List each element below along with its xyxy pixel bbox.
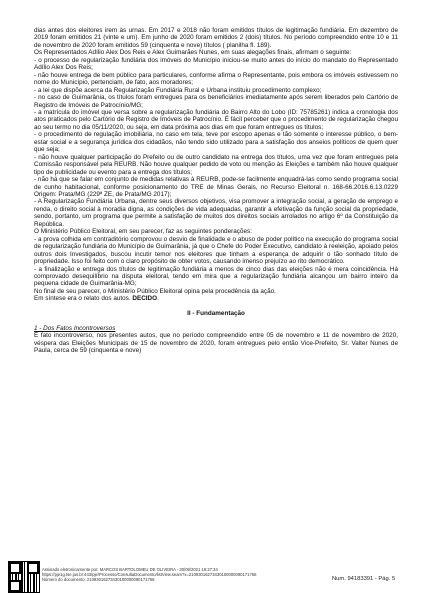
paragraph-7: - a matrícula do imóvel que versa sobre a regularização fundiária do Bairro Alto do Lobo (ID: 75785261) indica a cronologia dos atos praticados pelo Cartório de Registro de Imóveis de Patrocínio. É fácil perceber que o procedimento de regularização chegou ao seu termo no dia 05/11/2020, ou seja, em data próxima aos dias em que foram entregues os títulos; [34,108,398,131]
paragraph-14: - a finalização e entrega dos títulos de legitimação fundiária a menos de cinco dias das eleições não é mera coincidência. Há comprovado desequilíbrio na disputa eleitoral, tendo em mira que a regularização fundiária alcançou um bairro inteiro da pequena cidade de Guimarânia-MG; [34,265,398,288]
qr-corner-mark [9,580,21,592]
footer-signed-by: Assinado eletronicamente por: MARCOS BARTOLOMEU DE OLIVEIRA - 30/09/2021 16:27:34 [42,567,218,572]
paragraph-2: Os Representados Adílio Alex Dos Reis e Alex Guimarães Nunes, em suas alegações finais, afirmam o seguinte: [34,49,352,57]
paragraph-15: No final de seu parecer, o Ministério Público Eleitoral opina pela procedência da ação. [34,287,276,295]
paragraph-6: - no caso de Guimarânia, os títulos foram entregues para os beneficiários imediatamente após serem liberados pelo Cartório de Registro de Imóveis de Patrocínio/MG; [34,94,398,109]
signature-footer [42,567,312,583]
paragraph-11: - A Regularização Fundiária Urbana, dentre seus diversos objetivos, visa promover a integração social, a geração de emprego e renda, o direito social à moradia digna, as condições de vida adequadas, garantir a efetivação da função social da propriedade, sendo, portanto, um programa que permite a satisfação de muitos dos direitos sociais arrolados no artigo 6º da Constituição da República. [34,198,398,228]
paragraph-3: - o processo de regularização fundiária dos imóveis do Município iniciou-se muito antes do início do mandato do Representado Adílio Alex Dos Reis; [34,56,398,72]
paragraph-5: - a lei que dispõe acerca da Regularização Fundiária Rural e Urbana instituiu procedimento complexo; [34,86,322,94]
paragraph-12: O Ministério Público Eleitoral, em seu parecer, faz as seguintes ponderações: [34,228,252,236]
qr-code-icon [8,561,40,593]
paragraph-1: dias antes dos eleitores irem às urnas. Em 2017 e 2018 não foram emitidos títulos de legitimação fundiária. Em dezembro de 2019 foram emitidos 21 (vinte e um). Em junho de 2020 foram emitidos 2 (dois) títulos. No período compreendido entre 10 e 11 de novembro de 2020 foram emitidos 59 (cinquenta e nove) títulos ( planilha fl. 189). [34,27,398,49]
decision-word: DECIDO [132,295,158,303]
final-paragraph: É fato incontroverso, nos presentes autos, que no período compreendido entre 05 de novembro e 11 de novembro de 2020, véspera das Eleições Municipais de 15 de novembro de 2020, foram entregues pelo então Vice-Prefeito, Sr. Valter Nunes de Paula, cerca de 59 (cinquenta e nove) [34,332,398,355]
footer-doc-id: Número do documento: 21093016273430100000090171768 [42,577,155,583]
document-page-number: Num. 94183391 - Pág. 5 [332,576,396,582]
paragraph-9: - não houve qualquer participação do Prefeito ou de outro candidato na entrega dos títulos, uma vez que foram entregues pela Comissão responsável pela REURB. Não houve qualquer pedido de voto ou menção às Eleições e também não houve qualquer tipo de publicidade ou evento para a entrega dos títulos; [34,153,398,176]
document-body [34,27,398,355]
paragraph-13: - a prova colhida em contraditório comprovou o desvio de finalidade e o abuso de poder político na execução do programa social de regularização fundiária do Município de Guimarânia, já que o Chefe do Poder Executivo, candidato à reeleição, apoiado pelos outros dois Investigados, buscou incutir temor nos eleitores que tinham a esperança de adquirir o tão sonhado título de propriedade. Isso foi feito com o claro propósito de obter votos, causando imenso prejuízo ao rito democrático. [34,235,398,266]
paragraph-8: - o procedimento de regulação imobiliária, no caso em tela, teve por escopo apenas e tão somente o interesse público, o bem-estar social e a segurança jurídica dos cidadãos, não tendo sido utilizado para a satisfação dos anseios políticos de quem quer que seja; [34,131,398,154]
summary-text: Em síntese era o relato dos autos. [34,295,131,303]
subsection-title: 1 - Dos Fatos Incontroversos [34,325,116,332]
paragraph-16: Em síntese era o relato dos autos. DECIDO. [34,295,159,303]
section-title: II - Fundamentação [187,310,245,318]
paragraph-10: - não há que se falar em conjunto de medidas relativas à REURB, pode-se facilmente enquadrá-las como sendo programa social de cunho habitacional, conforme posicionamento do TRE de Minas Gerais, no Recurso Eleitoral n. 168-66.2016.6.13.0229 Origem: Prata/MG (229ª ZE, de Prata/MG 2017); [34,176,398,198]
footer-url[interactable]: https://pje1g.tse.jus.br:443/pje/Processo/ConsultaDocumento/listView.seam?x=21093016273430100000090171768 [42,572,257,578]
paragraph-4: - não houve entrega de bem público para particulares, conforme afirma o Representante, pois embora os imóveis estivessem no nome do Município, pertenciam, de fato, aos moradores; [34,71,398,87]
